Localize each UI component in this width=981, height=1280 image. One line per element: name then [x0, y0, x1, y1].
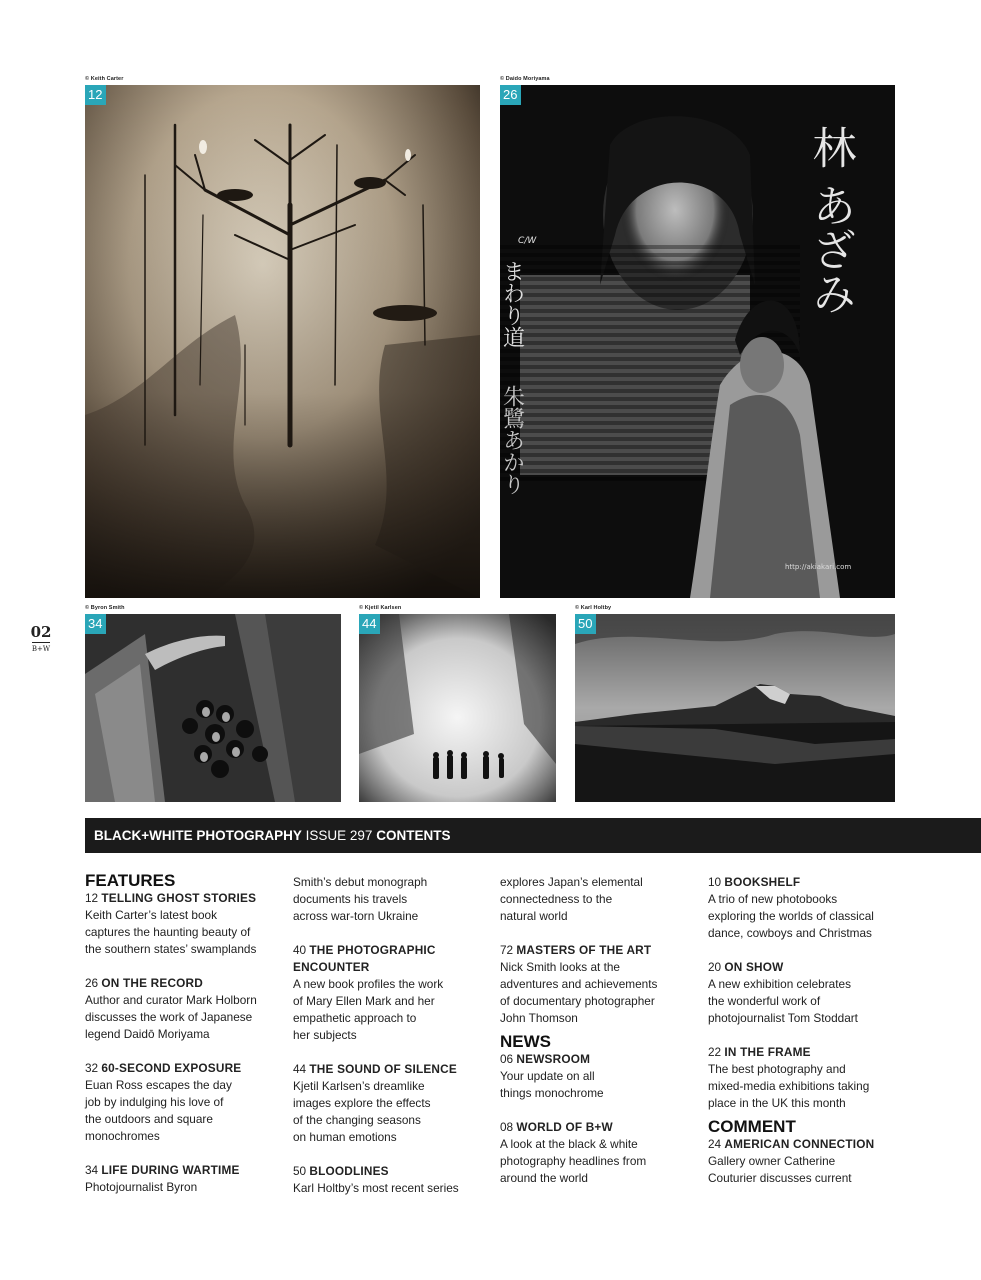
contents-entry[interactable]	[85, 890, 280, 958]
contents-entry[interactable]	[293, 1163, 488, 1197]
folio-mag: B+W	[31, 645, 51, 653]
figures-in-mist-image	[359, 614, 556, 802]
entry-title: THE SOUND OF SILENCE	[309, 1062, 457, 1076]
contents-entry[interactable]	[85, 975, 280, 1043]
entry-title: BOOKSHELF	[724, 875, 801, 889]
entry-page: 20	[708, 960, 722, 974]
entry-description: Photojournalist Byron	[85, 1180, 198, 1194]
photo-credit-carter: © Keith Carter	[85, 76, 124, 82]
contents-entry[interactable]	[500, 942, 695, 1027]
photo-byron-smith[interactable]	[85, 614, 341, 802]
entry-page: 08	[500, 1120, 514, 1134]
entry-description: Author and curator Mark Holborn discusses the work of Japanese legend Daidō Moriyama	[85, 993, 257, 1041]
contents-column-1	[85, 872, 280, 1213]
photo-credit-moriyama: © Daido Moriyama	[500, 76, 550, 82]
contents-entry[interactable]	[708, 874, 903, 942]
banner-issue: ISSUE 297	[305, 828, 373, 843]
photo-karl-holtby[interactable]	[575, 614, 895, 802]
entry-title: IN THE FRAME	[724, 1045, 811, 1059]
folio-number: 02	[30, 623, 52, 641]
page-number-badge: 26	[500, 85, 521, 105]
photo-kjetil-karlsen[interactable]	[359, 614, 556, 802]
entry-title: ON THE RECORD	[101, 976, 203, 990]
contents-entry[interactable]	[85, 1060, 280, 1145]
contents-entry[interactable]	[500, 1119, 695, 1187]
mountain-lake-image	[575, 614, 895, 802]
contents-entry[interactable]	[708, 1136, 903, 1187]
entry-description: Kjetil Karlsen’s dreamlike images explore the effects of the changing seasons on human emotions	[293, 1079, 431, 1144]
sign-text-top: 林 あざみ	[804, 125, 856, 315]
photo-credit-holtby: © Karl Holtby	[575, 605, 612, 611]
entry-title: WORLD OF B+W	[516, 1120, 613, 1134]
contents-entry[interactable]	[293, 1061, 488, 1146]
contents-column-2	[293, 874, 488, 1214]
contents-column-3	[500, 874, 695, 1204]
sign-text-url: http://akiakari.com	[785, 563, 852, 571]
sign-text-side1: まわり道	[500, 260, 525, 348]
entry-title: ON SHOW	[724, 960, 784, 974]
photo-daido-moriyama[interactable]	[500, 85, 895, 598]
entry-page: 24	[708, 1137, 722, 1151]
entry-description: A trio of new photobooks exploring the worlds of classical dance, cowboys and Christmas	[708, 892, 874, 940]
photo-credit-karlsen: © Kjetil Karlsen	[359, 605, 402, 611]
contents-entry[interactable]	[708, 959, 903, 1027]
swamp-trees-image	[85, 85, 480, 598]
folio-rule	[32, 642, 50, 643]
page-number-badge: 34	[85, 614, 106, 634]
section-heading-comment: COMMENT	[708, 1117, 796, 1136]
entry-page: 72	[500, 943, 514, 957]
entry-description: The best photography and mixed-media exhibitions taking place in the UK this month	[708, 1062, 870, 1110]
page-folio	[29, 624, 53, 653]
entry-title: BLOODLINES	[309, 1164, 389, 1178]
banner-contents: CONTENTS	[376, 828, 451, 843]
contents-entry[interactable]	[85, 1162, 280, 1196]
crowd-stairwell-image	[85, 614, 341, 802]
contents-entry[interactable]	[500, 1051, 695, 1102]
section-heading-features: FEATURES	[85, 871, 176, 890]
entry-page: 44	[293, 1062, 307, 1076]
entry-description: Your update on all things monochrome	[500, 1069, 604, 1100]
contents-entry-continued[interactable]	[500, 874, 695, 925]
entry-title: TELLING GHOST STORIES	[101, 891, 257, 905]
entry-description: Euan Ross escapes the day job by indulging his love of the outdoors and square monochromes	[85, 1078, 232, 1143]
entry-description: Keith Carter’s latest book captures the haunting beauty of the southern states’ swamplands	[85, 908, 257, 956]
entry-description: Smith’s debut monograph documents his travels across war-torn Ukraine	[293, 875, 428, 923]
contents-banner	[85, 818, 981, 853]
entry-description: A look at the black & white photography headlines from around the world	[500, 1137, 647, 1185]
entry-description: Gallery owner Catherine Couturier discusses current	[708, 1154, 852, 1185]
contents-entry-continued[interactable]	[293, 874, 488, 925]
entry-page: 26	[85, 976, 99, 990]
contents-entry[interactable]	[293, 942, 488, 1044]
entry-title: 60-SECOND EXPOSURE	[101, 1061, 242, 1075]
photo-keith-carter[interactable]	[85, 85, 480, 598]
entry-title: LIFE DURING WARTIME	[101, 1163, 240, 1177]
sign-text-side2: 朱鷺あかり	[500, 385, 525, 495]
entry-page: 40	[293, 943, 307, 957]
photo-credit-smith: © Byron Smith	[85, 605, 125, 611]
entry-description: Karl Holtby’s most recent series	[293, 1181, 459, 1195]
entry-title: AMERICAN CONNECTION	[724, 1137, 875, 1151]
entry-title: MASTERS OF THE ART	[516, 943, 652, 957]
section-heading-news: NEWS	[500, 1032, 551, 1051]
street-poster-image	[500, 85, 895, 598]
entry-page: 12	[85, 891, 99, 905]
page-number-badge: 50	[575, 614, 596, 634]
entry-title: THE PHOTOGRAPHIC ENCOUNTER	[293, 943, 436, 974]
entry-page: 34	[85, 1163, 99, 1177]
entry-page: 32	[85, 1061, 99, 1075]
entry-page: 50	[293, 1164, 307, 1178]
entry-description: Nick Smith looks at the adventures and achievements of documentary photographer John Thomson	[500, 960, 658, 1025]
entry-page: 10	[708, 875, 722, 889]
entry-description: A new exhibition celebrates the wonderful work of photojournalist Tom Stoddart	[708, 977, 858, 1025]
entry-title: NEWSROOM	[516, 1052, 591, 1066]
page-number-badge: 44	[359, 614, 380, 634]
banner-brand: BLACK+WHITE PHOTOGRAPHY	[94, 828, 302, 843]
entry-page: 22	[708, 1045, 722, 1059]
entry-description: A new book profiles the work of Mary Ellen Mark and her empathetic approach to her subjects	[293, 977, 444, 1042]
contents-entry[interactable]	[708, 1044, 903, 1112]
contents-column-4	[708, 874, 903, 1204]
entry-description: explores Japan’s elemental connectedness to the natural world	[500, 875, 643, 923]
page-number-badge: 12	[85, 85, 106, 105]
entry-page: 06	[500, 1052, 514, 1066]
sign-text-cw: C/W	[518, 236, 537, 246]
